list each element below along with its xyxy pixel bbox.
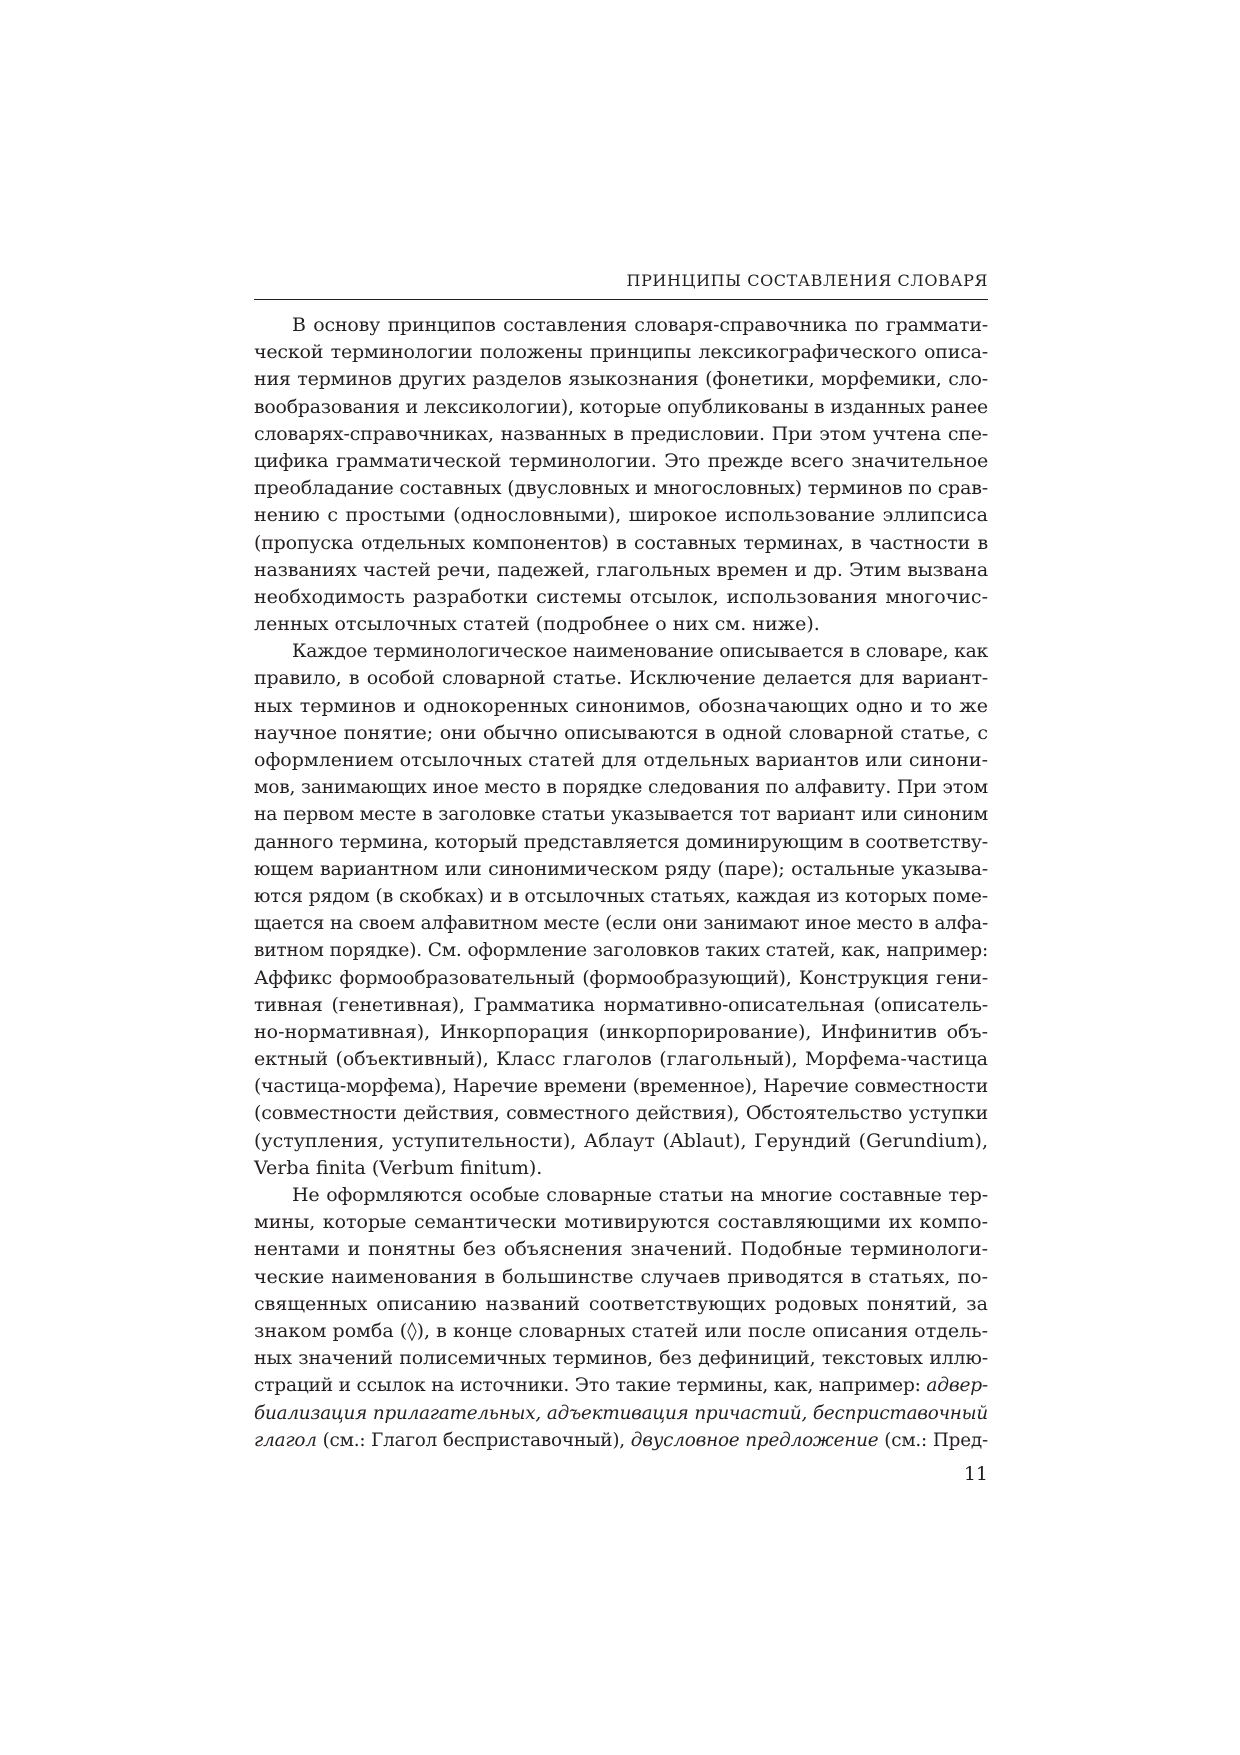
text-line: необходимость разработки системы отсылок, использования многочис-	[254, 585, 988, 608]
text-line: правило, в особой словарной статье. Исключение делается для вариант-	[254, 667, 988, 690]
running-head-title: ПРИНЦИПЫ СОСТАВЛЕНИЯ СЛОВАРЯ	[626, 271, 988, 290]
header-rule	[254, 299, 988, 300]
text-line: ектный (объективный), Класс глаголов (глагольный), Морфема-частица	[254, 1048, 988, 1071]
text-line: мины, которые семантически мотивируются составляющими их компо-	[254, 1211, 988, 1234]
text-line: Не оформляются особые словарные статьи на многие составные тер-	[292, 1184, 988, 1206]
text-line: вообразования и лексикологии), которые опубликованы в изданных ранее	[254, 396, 988, 418]
text-line: (совместности действия, совместного действия), Обстоятельство уступки	[254, 1102, 988, 1125]
text-line: цифика грамматической терминологии. Это прежде всего значительное	[254, 449, 988, 472]
text-line: данного термина, который представляется доминирующим в соответству-	[254, 830, 988, 853]
page-number: 11	[963, 1463, 988, 1485]
text-line: В основу принципов составления словаря-справочника по граммати-	[292, 314, 988, 336]
text-run: (см.: Пред-	[878, 1429, 989, 1451]
text-line: ющем вариантном или синонимическом ряду (паре); остальные указыва-	[254, 857, 988, 880]
text-line: названиях частей речи, падежей, глагольных времен и др. Этим вызвана	[254, 558, 988, 581]
text-line: ных терминов и однокоренных синонимов, обозначающих одно и то же	[254, 694, 988, 717]
text-line: ных значений полисемичных терминов, без дефиниций, текстовых иллю-	[254, 1347, 988, 1370]
text-line: научное понятие; они обычно описываются в одной словарной статье, с	[254, 721, 988, 744]
italic-term: адвер-	[926, 1375, 988, 1397]
text-run: страций и ссылок на источники. Это такие термины, как, например:	[254, 1375, 921, 1397]
text-line: витном порядке). См. оформление заголовков таких статей, как, например:	[254, 940, 988, 962]
text-line-italic: биализация прилагательных, адъективация причастий, бесприставочный	[254, 1402, 988, 1424]
text-line: ческой терминологии положены принципы лексикографического описа-	[254, 341, 988, 364]
text-line: но-нормативная), Инкорпорация (инкорпорирование), Инфинитив объ-	[254, 1020, 988, 1043]
text-line: (частица-морфема), Наречие времени (временное), Наречие совместности	[254, 1076, 988, 1098]
text-line: ческие наименования в большинстве случаев приводятся в статьях, по-	[254, 1265, 988, 1288]
text-line: священных описанию названий соответствующих родовых понятий, за	[254, 1292, 988, 1315]
text-run: (см.: Глагол бесприставочный),	[316, 1429, 631, 1451]
text-line: щается на своем алфавитном месте (если они занимают иное место в алфа-	[254, 913, 988, 935]
text-line: Аффикс формообразовательный (формообразующий), Конструкция гени-	[254, 966, 988, 989]
text-line: мов, занимающих иное место в порядке следования по алфавиту. При этом	[254, 777, 988, 799]
italic-term: двусловное предложение	[630, 1429, 879, 1451]
text-line: ются рядом (в скобках) и в отсылочных статьях, каждая из которых поме-	[254, 884, 988, 907]
text-line: нению с простыми (однословными), широкое использование эллипсиса	[254, 504, 988, 527]
text-line	[254, 1427, 988, 1454]
body-text	[254, 312, 988, 1454]
italic-term: глагол	[254, 1429, 317, 1451]
text-line: тивная (генетивная), Грамматика нормативно-описательная (описатель-	[254, 993, 988, 1016]
text-line: оформлением отсылочных статей для отдельных вариантов или синони-	[254, 749, 988, 771]
text-line: ленных отсылочных статей (подробнее о них см. ниже).	[254, 613, 820, 636]
text-line: знаком ромба (◊), в конце словарных статей или после описания отдель-	[254, 1319, 988, 1342]
text-line: нентами и понятны без объяснения значений. Подобные терминологи-	[254, 1238, 988, 1261]
text-line: преобладание составных (двусловных и многословных) терминов по срав-	[254, 477, 988, 500]
text-line: (уступления, уступительности), Аблаут (Ablaut), Герундий (Gerundium),	[254, 1129, 988, 1152]
text-line: на первом месте в заголовке статьи указывается тот вариант или синоним	[254, 804, 988, 826]
text-line: Каждое терминологическое наименование описывается в словаре, как	[292, 641, 988, 663]
text-line: (пропуска отдельных компонентов) в составных терминах, в частности в	[254, 531, 988, 554]
text-line: ния терминов других разделов языкознания (фонетики, морфемики, сло-	[254, 368, 988, 391]
text-line: словарях-справочниках, названных в предисловии. При этом учтена спе-	[254, 422, 988, 445]
text-line: Verba finita (Verbum finitum).	[254, 1156, 543, 1179]
text-line	[254, 1372, 988, 1399]
